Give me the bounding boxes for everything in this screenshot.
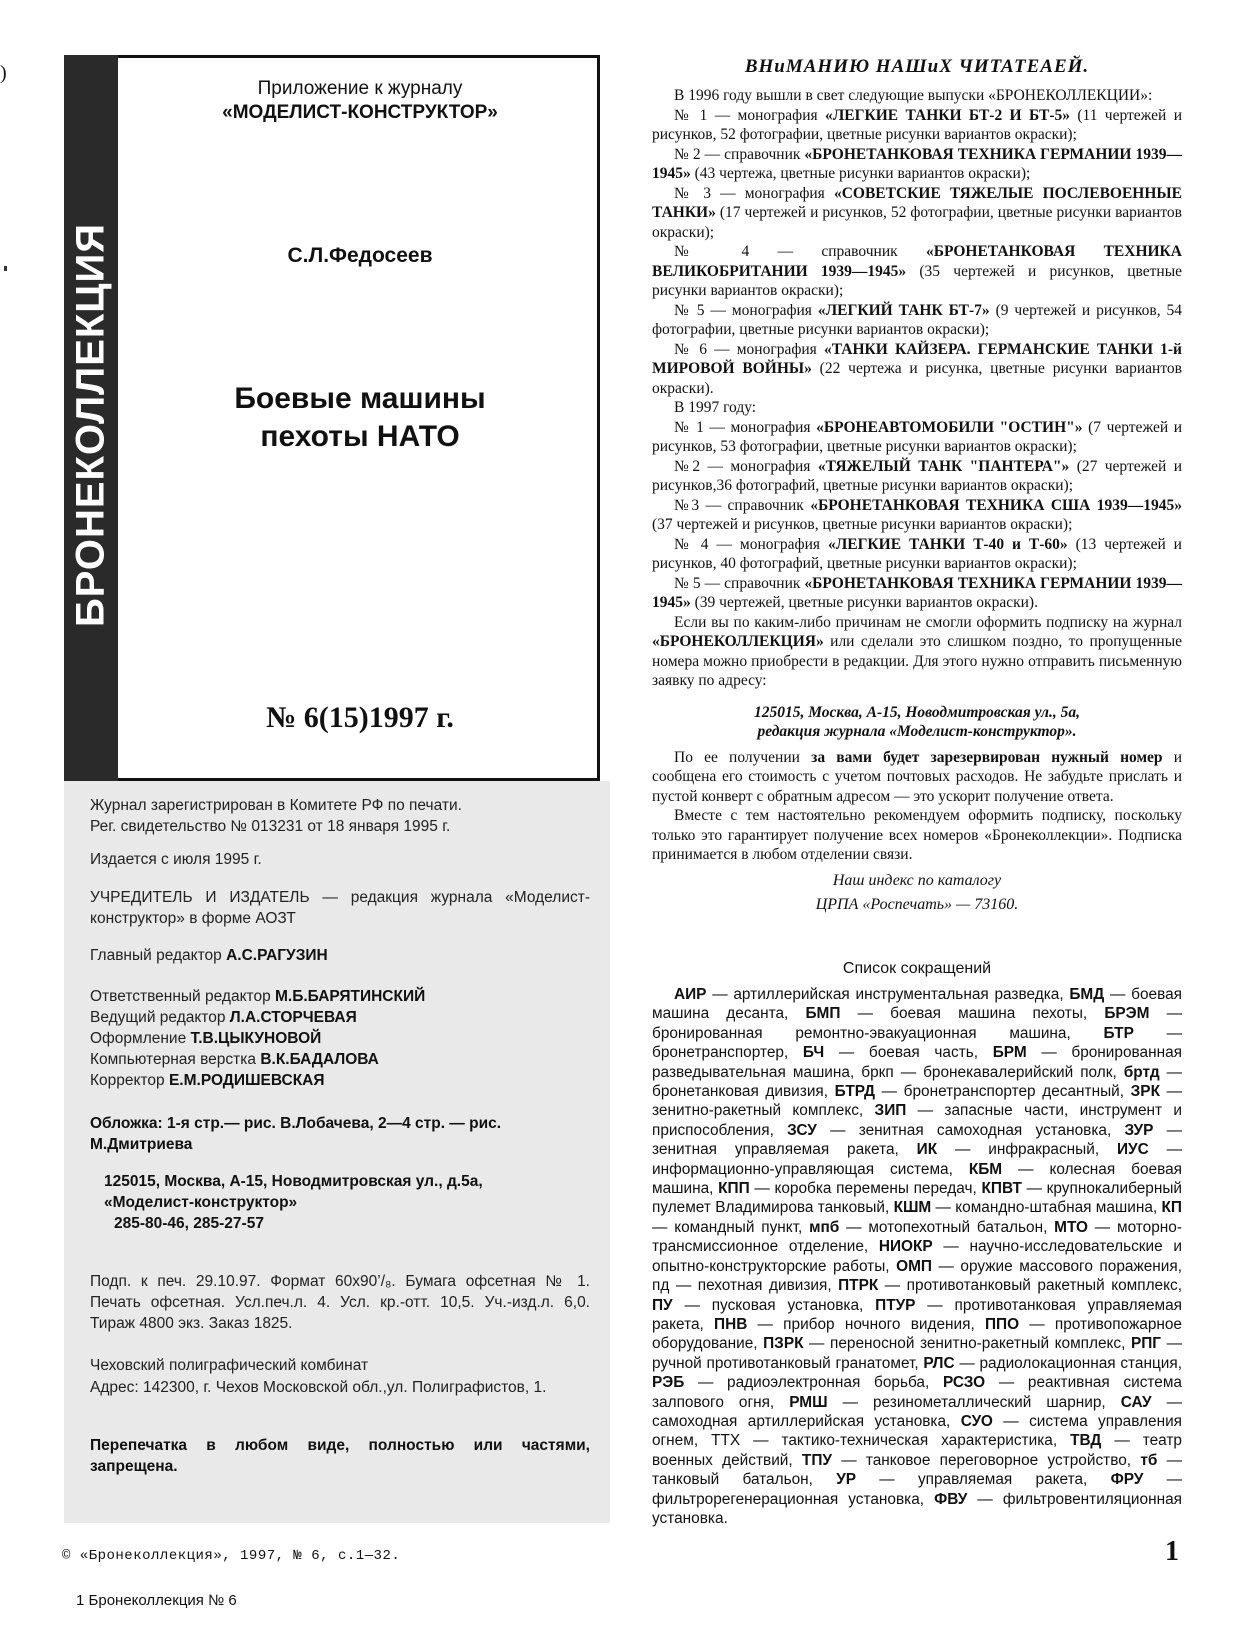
abbreviation-definition: — зенитно-ракетный комплекс, bbox=[652, 1083, 1182, 1120]
abbreviation-term: ФРУ bbox=[1110, 1471, 1144, 1489]
issue-entry-number: № 5 — монография bbox=[674, 301, 818, 319]
abbreviation-term: ППО bbox=[984, 1315, 1020, 1333]
phones: 285-80-46, 285-27-57 bbox=[114, 1215, 264, 1232]
abbreviation-term: КПВТ bbox=[981, 1180, 1022, 1198]
issue-entry bbox=[652, 418, 1182, 457]
author-name: С.Л.Федосеев bbox=[287, 244, 433, 267]
abbreviation-term: БРМ bbox=[992, 1044, 1027, 1062]
issue-entry-details: (22 чертежа и рисунка, цветные рисунки вариантов окраски). bbox=[652, 360, 1182, 397]
abbreviation-term: РСЗО bbox=[942, 1374, 986, 1392]
abbreviation-definition: — самоходная артиллерийская установка, bbox=[652, 1393, 1182, 1430]
abbreviation-definition: — запасные части, инструмент и приспособления, bbox=[652, 1102, 1182, 1139]
book-title bbox=[130, 380, 590, 456]
issue-entry-title: «ТАНКИ КАЙЗЕРА. ГЕРМАНСКИЕ ТАНКИ 1-й МИРОВОЙ ВОЙНЫ» bbox=[652, 340, 1182, 377]
subscription-paragraph: Вместе с тем настоятельно рекомендуем оформить подписку, поскольку только это гарантирует получение всех номеров «Бронеколлекции». Подписка принимается в любом отделении связи. bbox=[652, 807, 1182, 863]
abbreviation-definition: — бронетранспортер, bbox=[652, 1024, 1182, 1062]
issue-entry-details: (11 чертежей и рисунков, 52 фотографии, цветные рисунки вариантов окраски); bbox=[652, 106, 1182, 143]
abbreviation-definition: — реактивная система залпового огня, bbox=[652, 1374, 1182, 1411]
issue-entry-details: (9 чертежей и рисунков, 54 фотографии, цветные рисунки вариантов окраски); bbox=[652, 301, 1183, 338]
abbreviation-definition: — фильтрорегенерационная установка, bbox=[652, 1471, 1182, 1508]
design-name: Т.В.ЦЫКУНОВОЙ bbox=[190, 1030, 322, 1047]
order-address-line-2: редакция журнала «Моделист-конструктор». bbox=[757, 723, 1077, 740]
issue-entry bbox=[652, 301, 1182, 340]
abbreviation-term: СУО bbox=[960, 1412, 993, 1430]
issue-entry-number: № 5 — справочник bbox=[674, 574, 805, 592]
abbreviation-definition: — артиллерийская инструментальная разведка, bbox=[706, 986, 1070, 1003]
issue-entry-title: «БРОНЕТАНКОВАЯ ТЕХНИКА ГЕРМАНИИ 1939—1945» bbox=[652, 574, 1182, 611]
abbreviation-term: мпб bbox=[809, 1218, 840, 1236]
abbreviation-definition: — ручной противотанковый гранатомет, bbox=[652, 1335, 1183, 1372]
abbreviation-definition: — театр военных действий, bbox=[652, 1432, 1182, 1469]
proofreader-name: Е.М.РОДИШЕВСКАЯ bbox=[168, 1072, 325, 1089]
abbreviation-definition: — оружие массового поражения, пд — пехотная дивизия, bbox=[652, 1257, 1183, 1295]
issue-entry-title: «ТЯЖЕЛЫЙ ТАНК "ПАНТЕРА"» bbox=[817, 457, 1070, 475]
abbreviation-definition: — противопожарное оборудование, bbox=[652, 1315, 1182, 1353]
abbreviation-term: БТРД bbox=[834, 1083, 875, 1101]
abbreviation-term: тб bbox=[1140, 1451, 1158, 1469]
abbreviation-definition: — мотопехотный батальон, bbox=[839, 1218, 1055, 1236]
missed-issues-paragraph bbox=[652, 613, 1182, 691]
responsible-editor bbox=[90, 986, 590, 1007]
abbreviation-definition: — боевая машина пехоты, bbox=[840, 1005, 1105, 1023]
published-since: Издается с июля 1995 г. bbox=[90, 851, 262, 868]
issue-entry-details: (17 чертежей и рисунков, 52 фотографии, цветные рисунки вариантов окраски); bbox=[652, 204, 1182, 241]
layout-label: Компьютерная верстка bbox=[90, 1051, 256, 1068]
abbreviation-term: ПТРК bbox=[838, 1277, 879, 1295]
print-details: Подп. к печ. 29.10.97. Формат 60x90’/₈. Бумага офсетная № 1. Печать офсетная. Усл.печ.л. 4. Усл. кр.-отт. 10,5. Уч.-изд.л. 6,0. Тираж 4800 экз. Заказ 1825. bbox=[90, 1273, 590, 1332]
book-title-line-2: пехоты НАТО bbox=[260, 420, 460, 453]
abbreviation-term: ТПУ bbox=[801, 1451, 832, 1469]
scan-edge-dot bbox=[4, 266, 7, 271]
chief-editor-name: А.С.РАГУЗИН bbox=[226, 947, 328, 964]
supplement-heading bbox=[130, 77, 590, 125]
abbreviation-term: ИУС bbox=[1116, 1141, 1149, 1159]
abbreviation-term: АИР bbox=[674, 986, 707, 1003]
issue-entry-details: (39 чертежей, цветные рисунки вариантов окраски). bbox=[690, 594, 1038, 611]
issue-entry-title: «СОВЕТСКИЕ ТЯЖЕЛЫЕ ПОСЛЕВОЕННЫЕ ТАНКИ» bbox=[652, 184, 1182, 221]
registration-line-2: Рег. свидетельство № 013231 от 18 января 1995 г. bbox=[90, 818, 451, 835]
issue-entry bbox=[652, 184, 1182, 243]
supplement-line-2: «МОДЕЛИСТ-КОНСТРУКТОР» bbox=[222, 102, 498, 123]
layout-name: В.К.БАДАЛОВА bbox=[260, 1051, 379, 1068]
issue-entry bbox=[652, 574, 1182, 613]
abbreviation-term: РМШ bbox=[789, 1393, 828, 1411]
abbreviation-term: КБМ bbox=[968, 1160, 1003, 1178]
issue-entry bbox=[652, 106, 1182, 145]
issue-entry-details: (43 чертежа, цветные рисунки вариантов окраски); bbox=[690, 165, 1031, 182]
abbreviation-definition: — крупнокалиберный пулемет Владимирова танковый, bbox=[652, 1180, 1183, 1217]
address-line-1: 125015, Москва, А-15, Новодмитровская ул., д.5а, bbox=[104, 1173, 483, 1190]
page-footer: 1 Бронеколлекция № 6 bbox=[76, 1592, 237, 1609]
abbreviation-term: РЭБ bbox=[652, 1374, 685, 1392]
abbreviation-term: БРЭМ bbox=[1104, 1005, 1150, 1023]
missed-text-b: «БРОНЕКОЛЛЕКЦИЯ» bbox=[652, 633, 824, 650]
issue-entry-details: (27 чертежей и рисунков,36 фотографий, цветные рисунки вариантов окраски); bbox=[652, 457, 1183, 494]
issue-entry-number: № 1 — монография bbox=[674, 418, 817, 436]
printing-plant: Чеховский полиграфический комбинат bbox=[90, 1357, 369, 1374]
abbreviation-definition: — переносной зенитно-ракетный комплекс, bbox=[803, 1335, 1131, 1353]
abbreviation-definition: — боевая часть, bbox=[824, 1044, 993, 1062]
abbreviation-term: ЗРК bbox=[1130, 1083, 1160, 1101]
page-number: 1 bbox=[1165, 1536, 1179, 1567]
abbreviation-definition: — управляемая ракета, bbox=[856, 1471, 1111, 1489]
reservation-paragraph bbox=[652, 748, 1182, 807]
issue-entry-details: (37 чертежей и рисунков, цветные рисунки вариантов окраски); bbox=[652, 516, 1073, 533]
abbreviation-definition: — зенитная самоходная установка, bbox=[816, 1121, 1125, 1139]
abbreviation-term: НИОКР bbox=[878, 1238, 933, 1256]
issue-entry bbox=[652, 145, 1182, 184]
notice-title: ВНиМАНИЮ НАШиХ ЧИТАТЕАЕЙ. bbox=[744, 56, 1090, 77]
abbreviation-definition: — танковый батальон, bbox=[652, 1451, 1183, 1489]
abbreviation-term: МТО bbox=[1054, 1218, 1088, 1236]
abbreviation-definition: — пусковая установка, bbox=[672, 1296, 876, 1314]
issue-entry-title: «БРОНЕТАНКОВАЯ ТЕХНИКА ГЕРМАНИИ 1939—1945» bbox=[652, 145, 1182, 182]
abbreviation-term: ФВУ bbox=[934, 1490, 968, 1508]
year-1997-heading: В 1997 году: bbox=[674, 399, 757, 416]
issue-entry-number: №3 — справочник bbox=[674, 496, 811, 514]
abbreviation-definition: — боевая машина десанта, bbox=[652, 986, 1182, 1023]
staff-list bbox=[90, 986, 590, 1091]
missed-text-a: Если вы по каким-либо причинам не смогли оформить подписку на журнал bbox=[674, 613, 1182, 631]
abbreviation-definition: — система управления огнем, ТТХ — тактико-техническая характеристика, bbox=[652, 1412, 1182, 1450]
abbreviation-term: ЗИП bbox=[874, 1102, 907, 1120]
issue-number: № 6(15)1997 г. bbox=[266, 701, 454, 734]
founder: УЧРЕДИТЕЛЬ И ИЗДАТЕЛЬ — редакция журнала «Моделист-конструктор» в форме АОЗТ bbox=[90, 889, 590, 927]
spine-bar bbox=[64, 55, 118, 781]
abbreviation-definition: — бронетранспортер десантный, bbox=[875, 1083, 1131, 1101]
abbreviation-definition: — радиоэлектронная борьба, bbox=[684, 1374, 943, 1392]
cover-credit: Обложка: 1-я стр.— рис. В.Лобачева, 2—4 стр. — рис. М.Дмитриева bbox=[90, 1115, 502, 1153]
abbreviation-definition: — научно-исследовательские и опытно-конструкторские работы, bbox=[652, 1238, 1182, 1275]
lead-editor bbox=[90, 1007, 590, 1028]
reserve-text-c: и сообщена его стоимость с учетом почтовых расходов. Не забудьте прислать и пустой конверт с обратным адресом — это ускорит получение ответа. bbox=[652, 748, 1183, 805]
issue-entry-number: № 1 — монография bbox=[674, 106, 825, 124]
abbreviation-definition: — радиолокационная станция, bbox=[954, 1354, 1182, 1372]
issue-entry-title: «ЛЕГКИЙ ТАНК БТ-7» bbox=[817, 301, 990, 319]
design-label: Оформление bbox=[90, 1030, 187, 1047]
abbreviation-definition: — бронированная ремонтно-эвакуационная машина, bbox=[652, 1005, 1182, 1042]
proofreader-label: Корректор bbox=[90, 1072, 165, 1089]
printing-plant-address: Адрес: 142300, г. Чехов Московской обл.,ул. Полиграфистов, 1. bbox=[90, 1379, 547, 1396]
reprint-notice: Перепечатка в любом виде, полностью или частями, запрещена. bbox=[90, 1437, 590, 1475]
abbreviation-term: САУ bbox=[1120, 1393, 1152, 1411]
abbreviation-term: УР bbox=[836, 1471, 857, 1489]
lead-editor-label: Ведущий редактор bbox=[90, 1009, 226, 1026]
layout bbox=[90, 1049, 590, 1070]
abbreviation-term: ПУ bbox=[652, 1296, 673, 1314]
abbreviation-term: ПЗРК bbox=[763, 1335, 804, 1353]
issue-entry-title: «БРОНЕАВТОМОБИЛИ "ОСТИН"» bbox=[816, 418, 1083, 436]
lead-editor-name: Л.А.СТОРЧЕВАЯ bbox=[229, 1009, 357, 1026]
abbreviation-definition: — моторно-трансмиссионное отделение, bbox=[652, 1218, 1182, 1256]
abbreviation-term: КШМ bbox=[893, 1199, 932, 1217]
catalog-line-1: Наш индекс по каталогу bbox=[832, 871, 1002, 889]
abbreviation-term: БТР bbox=[1103, 1024, 1134, 1042]
abbreviation-term: БЧ bbox=[802, 1044, 825, 1062]
abbreviation-definition: — прибор ночного видения, bbox=[747, 1315, 985, 1333]
abbreviation-definition: — бронетанковая дивизия, bbox=[652, 1063, 1182, 1101]
abbreviation-definition: — информационно-управляющая система, bbox=[652, 1141, 1182, 1178]
issue-entry-title: «ЛЕГКИЕ ТАНКИ Т-40 и Т-60» bbox=[827, 535, 1068, 553]
issue-entry-title: «ЛЕГКИЕ ТАНКИ БТ-2 И БТ-5» bbox=[824, 106, 1071, 124]
issue-entry-details: (13 чертежей и рисунков, 40 фотографий, цветные рисунки вариантов окраски); bbox=[652, 535, 1182, 572]
issue-entry bbox=[652, 242, 1182, 301]
abbreviation-term: ТВД bbox=[1070, 1432, 1102, 1450]
address-line-2: «Моделист-конструктор» bbox=[104, 1194, 298, 1211]
abbreviation-term: КП bbox=[1161, 1199, 1182, 1217]
abbreviation-term: ПНВ bbox=[714, 1315, 748, 1333]
editorial-address bbox=[104, 1171, 590, 1234]
abbreviations-list bbox=[652, 985, 1182, 1528]
abbreviations-title: Список сокращений bbox=[842, 960, 992, 977]
missed-text-c: или сделали это слишком поздно, то пропущенные номера можно приобрести в редакции. Для этого нужно отправить письменную заявку по адресу: bbox=[652, 633, 1182, 689]
abbreviation-term: ПТУР bbox=[875, 1296, 916, 1314]
abbreviation-definition: — танковое переговорное устройство, bbox=[831, 1451, 1141, 1469]
abbreviation-term: ОМП bbox=[896, 1257, 932, 1275]
imprint-panel bbox=[64, 781, 610, 1523]
scan-edge-mark: ) bbox=[0, 62, 7, 84]
abbreviation-term: ЗСУ bbox=[787, 1121, 817, 1139]
issue-entry bbox=[652, 535, 1182, 574]
issue-entry-number: № 2 — справочник bbox=[674, 145, 805, 163]
abbreviation-definition: — зенитная управляемая ракета, bbox=[652, 1121, 1183, 1159]
registration bbox=[90, 795, 590, 837]
abbreviation-definition: — противотанковый ракетный комплекс, bbox=[878, 1277, 1182, 1295]
issue-entry-details: (35 чертежей и рисунков, цветные рисунки вариантов окраски); bbox=[652, 262, 1182, 299]
book-title-line-1: Боевые машины bbox=[234, 382, 486, 415]
reserve-text-b: за вами будет зарезервирован нужный номер bbox=[811, 748, 1163, 766]
issue-entry-details: (7 чертежей и рисунков, 53 фотографии, цветные рисунки вариантов окраски); bbox=[652, 418, 1182, 455]
abbreviation-term: КПП bbox=[718, 1180, 750, 1198]
issue-entry bbox=[652, 496, 1182, 535]
issues-1996-list bbox=[652, 106, 1182, 399]
supplement-line-1: Приложение к журналу bbox=[257, 78, 463, 99]
issue-entry bbox=[652, 457, 1182, 496]
proofreader bbox=[90, 1070, 590, 1091]
issues-1997-list bbox=[652, 418, 1182, 613]
abbreviation-definition: — противотанковая управляемая ракета, bbox=[652, 1296, 1182, 1333]
abbreviation-term: ИК bbox=[916, 1141, 938, 1159]
issue-entry-number: № 3 — монография bbox=[674, 184, 834, 202]
responsible-editor-label: Ответственный редактор bbox=[90, 988, 271, 1005]
abbreviation-term: БМД bbox=[1069, 986, 1105, 1003]
chief-editor-label: Главный редактор bbox=[90, 947, 222, 964]
issue-entry-number: № 6 — монография bbox=[674, 340, 824, 358]
catalog-line-2: ЦРПА «Роспечать» — 73160. bbox=[815, 895, 1019, 913]
registration-line-1: Журнал зарегистрирован в Комитете РФ по печати. bbox=[90, 797, 462, 814]
abbreviation-term: бртд bbox=[1123, 1063, 1160, 1081]
issue-entry-number: №2 — монография bbox=[674, 457, 818, 475]
issue-entry bbox=[652, 340, 1182, 399]
abbreviation-definition: — фильтровентиляционная установка. bbox=[652, 1490, 1182, 1527]
notice-body bbox=[652, 86, 1182, 917]
abbreviation-definition: — бронированная разведывательная машина, бркп — бронекавалерийский полк, bbox=[652, 1044, 1182, 1081]
abbreviation-definition: — инфракрасный, bbox=[937, 1141, 1117, 1159]
order-address-line-1: 125015, Москва, А-15, Новодмитровская ул., 5а, bbox=[753, 703, 1081, 721]
abbreviation-definition: — командно-штабная машина, bbox=[931, 1199, 1162, 1217]
copyright: © «Бронеколлекция», 1997, № 6, с.1—32. bbox=[62, 1548, 401, 1564]
abbreviation-definition: — резинометаллический шарнир, bbox=[827, 1393, 1121, 1411]
spine-title: БРОНЕКОЛЛЕКЦИЯ bbox=[68, 222, 113, 628]
issue-entry-number: № 4 — справочник bbox=[674, 243, 926, 260]
design bbox=[90, 1028, 590, 1049]
notice-intro: В 1996 году вышли в свет следующие выпуски «БРОНЕКОЛЛЕКЦИИ»: bbox=[674, 87, 1153, 104]
abbreviation-definition: — колесная боевая машина, bbox=[652, 1160, 1183, 1198]
abbreviation-term: БМП bbox=[805, 1005, 841, 1023]
chief-editor bbox=[90, 945, 590, 966]
issue-entry-title: «БРОНЕТАНКОВАЯ ТЕХНИКА ВЕЛИКОБРИТАНИИ 1939—1945» bbox=[652, 243, 1182, 280]
abbreviation-term: ЗУР bbox=[1124, 1121, 1154, 1139]
reserve-text-a: По ее получении bbox=[674, 748, 812, 766]
issue-entry-number: № 4 — монография bbox=[674, 535, 828, 553]
responsible-editor-name: М.Б.БАРЯТИНСКИЙ bbox=[275, 988, 426, 1005]
abbreviation-definition: — коробка перемены передач, bbox=[749, 1180, 982, 1198]
issue-entry-title: «БРОНЕТАНКОВАЯ ТЕХНИКА США 1939—1945» bbox=[810, 496, 1182, 514]
abbreviation-term: РПГ bbox=[1130, 1335, 1162, 1353]
abbreviation-definition: — командный пункт, bbox=[652, 1218, 810, 1236]
abbreviation-term: РЛС bbox=[923, 1354, 955, 1372]
